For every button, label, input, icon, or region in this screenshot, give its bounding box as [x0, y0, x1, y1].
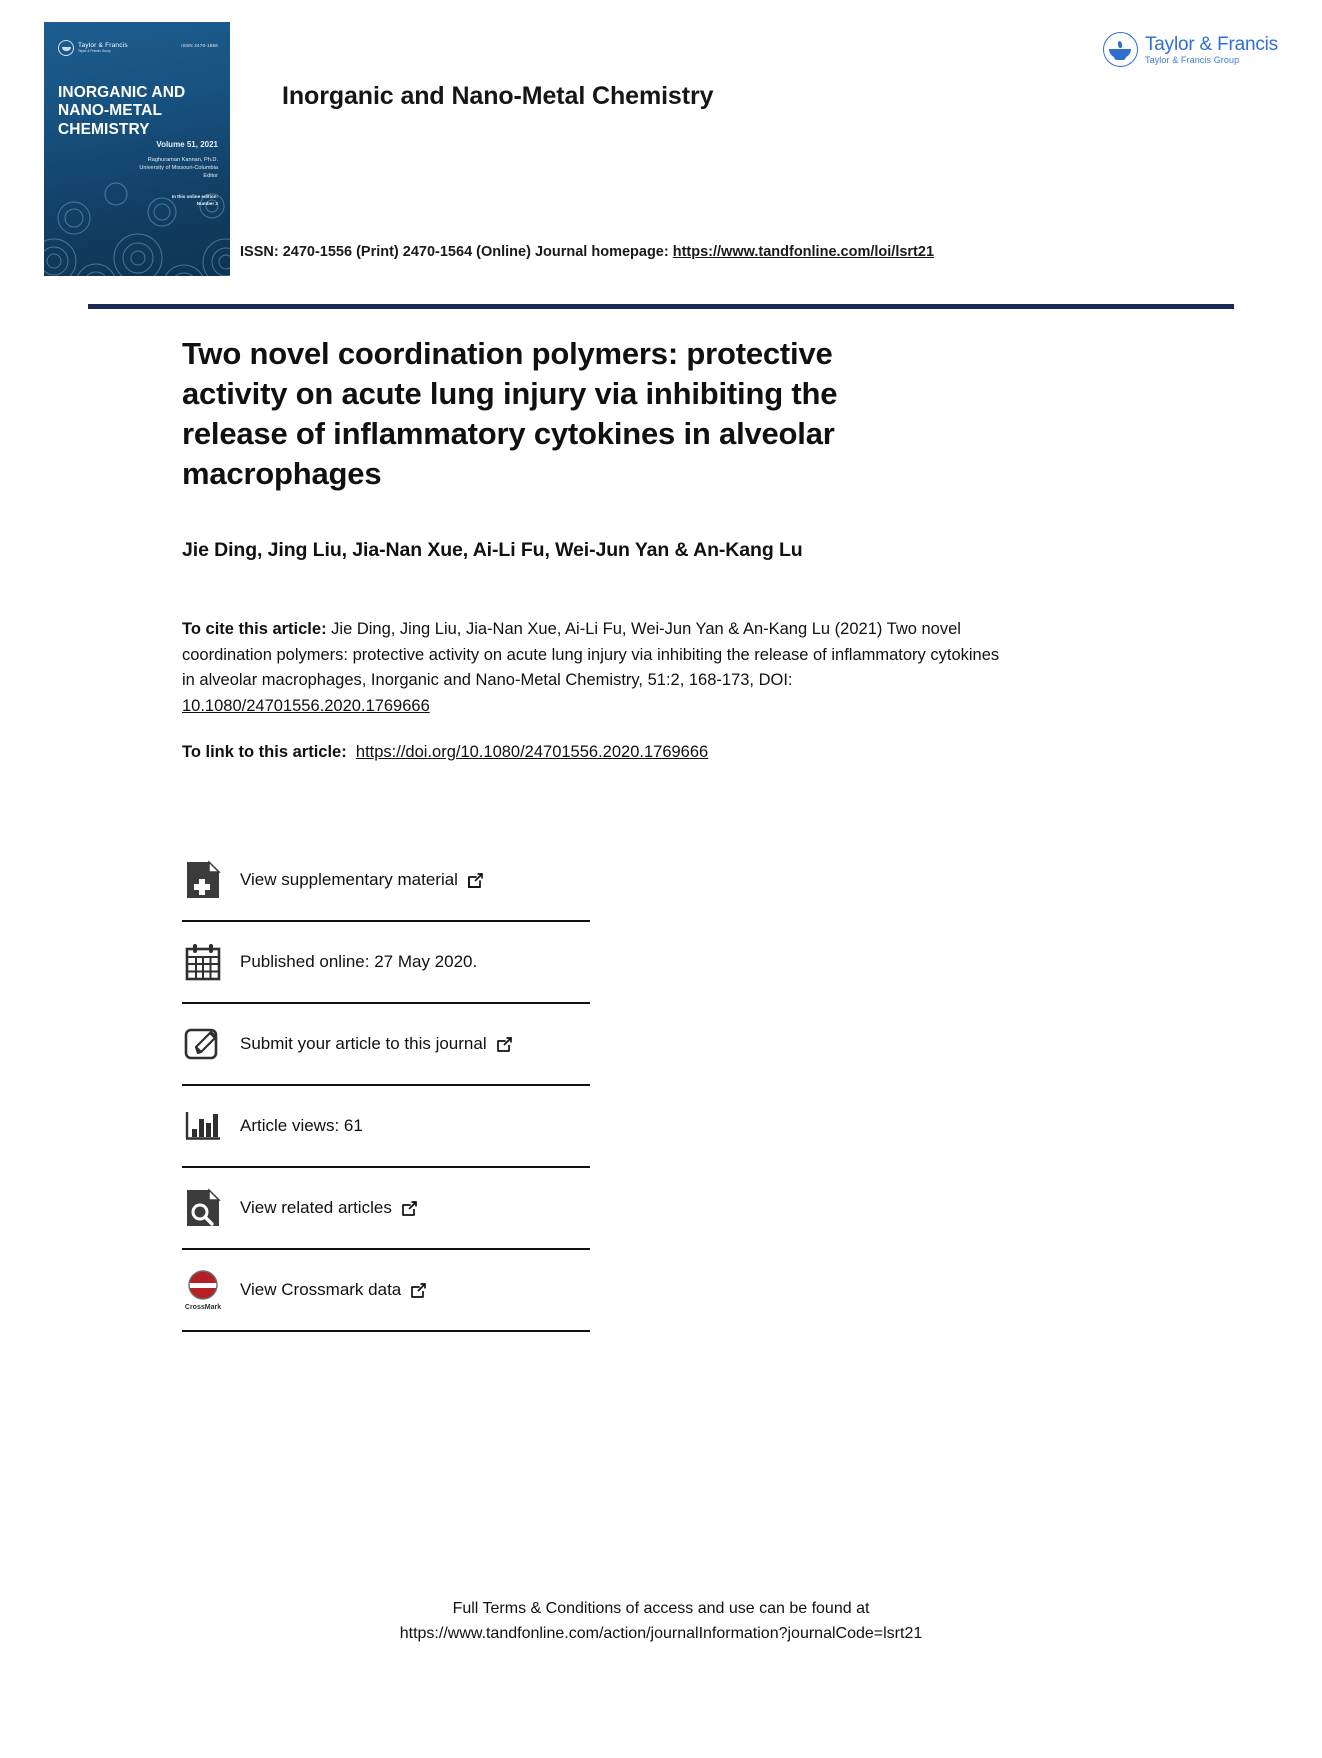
external-link-icon — [410, 1282, 427, 1299]
cite-text: Jie Ding, Jing Liu, Jia-Nan Xue, Ai-Li Fu, Wei-Jun Yan & An-Kang Lu (2021) Two novel coordination polymers: protective activity on acute lung injury via inhibiting the release of inflammatory cytokines in alveolar macrophages, Inorganic and Nano-Metal Chemistry, 51:2, 168-173, DOI: — [182, 619, 1000, 690]
metric-row-submit[interactable] — [182, 1004, 590, 1084]
metric-text: Article views: 61 — [240, 1116, 363, 1136]
metric-row-related[interactable] — [182, 1168, 590, 1248]
metric-text: View supplementary material — [240, 870, 458, 890]
cover-molecule-pattern — [44, 166, 230, 276]
cover-editor-role: Editor — [203, 173, 218, 180]
metric-row-views — [182, 1086, 590, 1166]
cite-label: To cite this article: — [182, 619, 327, 638]
cover-lamp-icon — [58, 40, 74, 56]
metric-text: Published online: 27 May 2020. — [240, 952, 478, 972]
metric-text: View related articles — [240, 1198, 392, 1218]
cover-volume: Volume 51, 2021 — [156, 140, 218, 149]
external-link-icon — [401, 1200, 418, 1217]
external-link-icon — [467, 872, 484, 889]
metric-separator — [182, 1330, 590, 1332]
brand-name: Taylor & Francis — [1144, 33, 1278, 55]
metric-label-related — [240, 1198, 418, 1218]
cover-edition-note-line1: In this online edition: — [171, 194, 218, 199]
journal-title: Inorganic and Nano-Metal Chemistry — [282, 82, 714, 110]
metric-label-supplementary — [240, 870, 484, 890]
external-link-icon — [496, 1036, 513, 1053]
lamp-icon — [1103, 32, 1138, 67]
submit-article-icon — [182, 1023, 224, 1065]
crossmark-icon — [182, 1269, 224, 1311]
link-block — [182, 743, 1082, 762]
cover-title-line2: NANO-METAL CHEMISTRY — [58, 102, 162, 138]
cover-editor-affiliation: University of Missouri-Columbia — [139, 165, 218, 172]
journal-cover-image — [44, 22, 230, 276]
metric-row-published — [182, 922, 590, 1002]
cover-editor — [139, 156, 218, 180]
metric-text: Submit your article to this journal — [240, 1034, 487, 1054]
metric-row-crossmark[interactable] — [182, 1250, 590, 1330]
doi-link[interactable]: 10.1080/24701556.2020.1769666 — [182, 696, 430, 715]
metric-text: View Crossmark data — [240, 1280, 402, 1300]
issn-line — [240, 244, 934, 260]
footer-terms-line: Full Terms & Conditions of access and use can be found at — [452, 1600, 870, 1617]
article-metrics-list — [182, 840, 590, 1332]
cover-issn: ISSN 2470-1556 — [181, 43, 218, 48]
journal-homepage-link[interactable]: https://www.tandfonline.com/loi/lsrt21 — [672, 244, 935, 260]
footer-url-line[interactable]: https://www.tandfonline.com/action/journalInformation?journalCode=lsrt21 — [399, 1624, 923, 1642]
supplementary-material-icon — [182, 859, 224, 901]
cover-title-line1: INORGANIC AND — [58, 84, 186, 101]
citation-block — [182, 617, 1000, 719]
cover-editor-name: Raghuraman Kannan, Ph.D. — [147, 157, 218, 163]
cover-edition-note — [172, 194, 218, 208]
metric-label-submit — [240, 1034, 513, 1054]
page-header — [44, 22, 1278, 284]
svg-text:CrossMark: CrossMark — [184, 1304, 222, 1312]
cover-publisher-group: Taylor & Francis Group — [78, 48, 111, 53]
article-title: Two novel coordination polymers: protective activity on acute lung injury via inhibiting the release of inflammatory cytokines in alveolar macrophages — [182, 336, 838, 491]
metric-label-views — [240, 1116, 363, 1136]
related-articles-icon — [182, 1187, 224, 1229]
calendar-icon — [182, 941, 224, 983]
article-block — [182, 334, 1082, 1332]
cover-edition-note-line2: Number 2 — [196, 200, 218, 206]
taylor-francis-logo — [1103, 32, 1278, 67]
article-authors: Jie Ding, Jing Liu, Jia-Nan Xue, Ai-Li Fu, Wei-Jun Yan & An-Kang Lu — [182, 538, 803, 561]
metric-row-supplementary[interactable] — [182, 840, 590, 920]
brand-group: Taylor & Francis Group — [1144, 55, 1240, 66]
metric-label-published — [240, 952, 477, 972]
link-label: To link to this article: — [182, 743, 347, 762]
cover-publisher-name: Taylor & Francis — [78, 41, 128, 49]
header-rule-thin — [88, 308, 1234, 309]
cover-publisher-logo — [58, 40, 128, 56]
metric-label-crossmark — [240, 1280, 427, 1300]
page-footer — [0, 1597, 1322, 1647]
issn-text: ISSN: 2470-1556 (Print) 2470-1564 (Online) Journal homepage: — [240, 244, 669, 260]
article-views-icon — [182, 1105, 224, 1147]
cover-title — [58, 84, 220, 139]
doi-url-link[interactable]: https://doi.org/10.1080/24701556.2020.1769666 — [355, 743, 709, 762]
